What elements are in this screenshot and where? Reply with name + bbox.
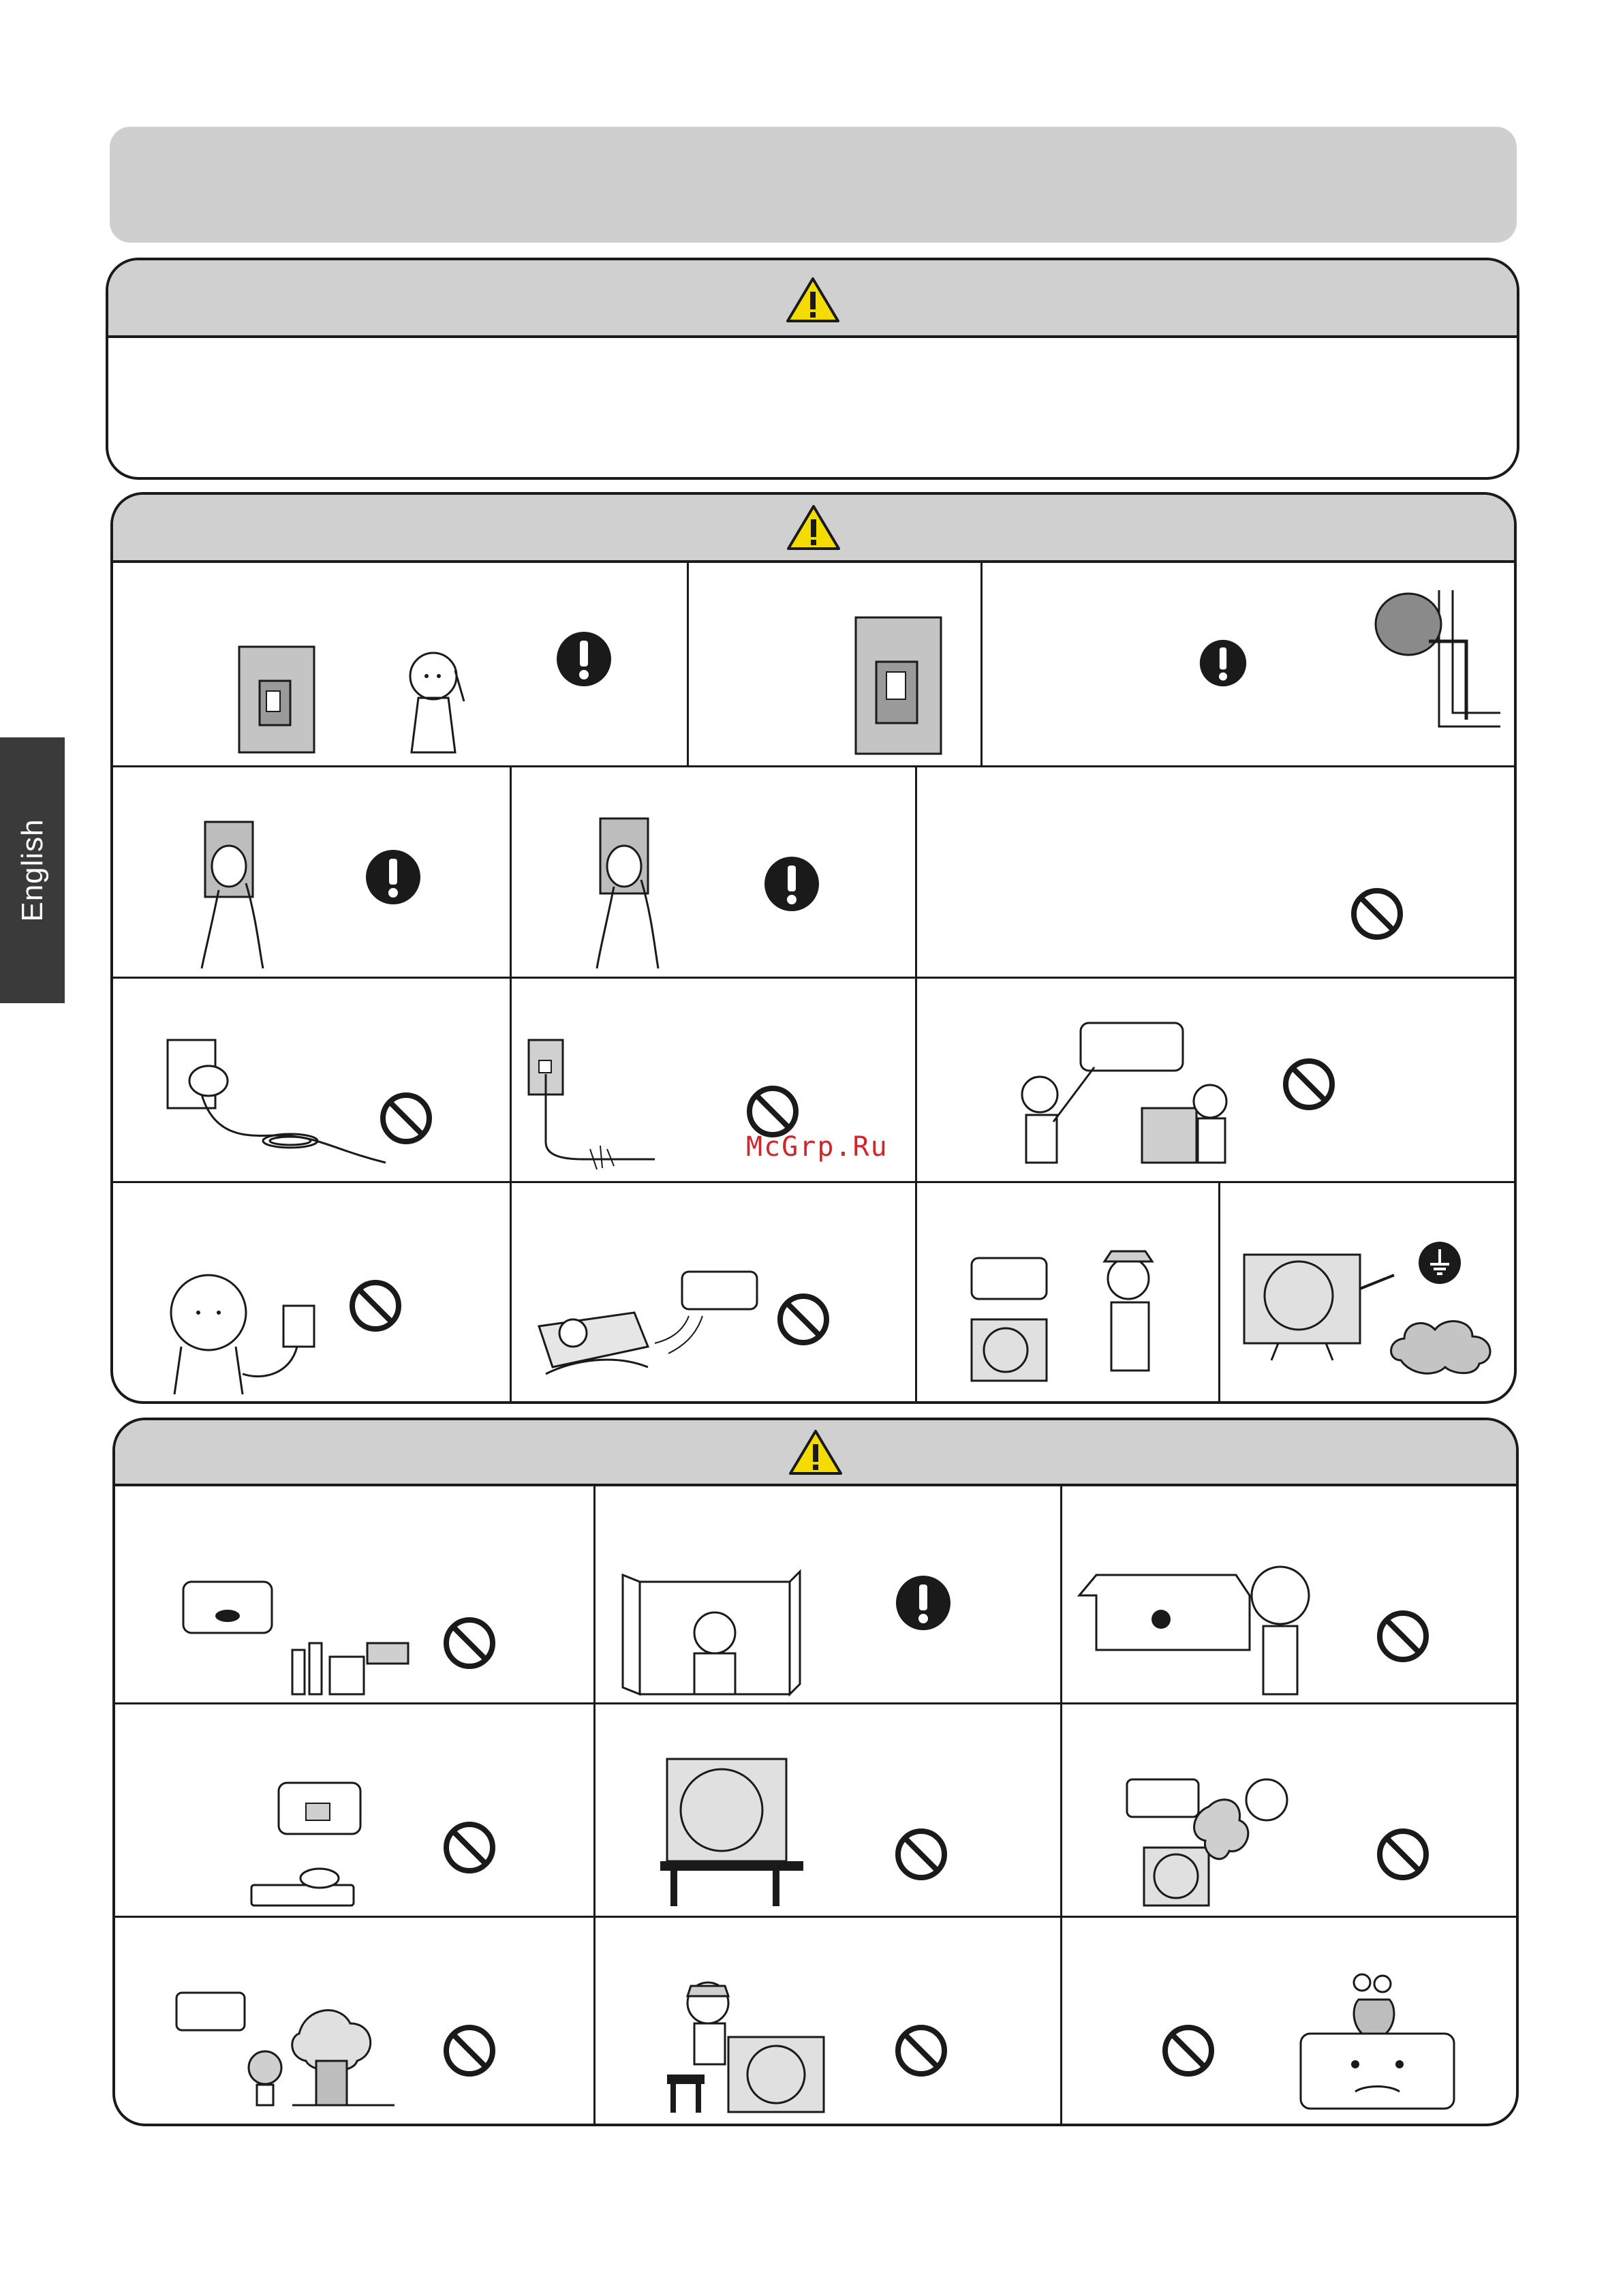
plug-hand-illustration <box>587 812 675 972</box>
warning-cell-breaker <box>113 563 689 767</box>
prohibition-circle-icon <box>442 1820 497 1875</box>
prohibition-circle-icon <box>348 1279 403 1333</box>
children-poking-unit-illustration <box>1019 1020 1251 1176</box>
earth-ground-icon <box>1418 1241 1462 1285</box>
prohibition-circle-icon <box>1282 1057 1336 1112</box>
notice-panel-header <box>108 260 1517 338</box>
prohibition-circle-icon <box>1161 2023 1216 2078</box>
warning-cell-plug-insert <box>113 767 512 979</box>
exclamation-circle-icon <box>895 1575 951 1631</box>
warning-cell-bundled-cord <box>113 979 512 1183</box>
exclamation-circle-icon <box>365 849 421 905</box>
baby-cradle-airflow-illustration <box>532 1258 764 1381</box>
caution-cell-no-insert <box>1062 1486 1519 1704</box>
warning-cell-wet-hands <box>113 1183 512 1404</box>
prohibition-circle-icon <box>1376 1827 1430 1882</box>
warning-cell-plug-remove <box>512 767 917 979</box>
prohibition-circle-icon <box>1376 1609 1430 1664</box>
prohibition-circle-icon <box>745 1084 800 1139</box>
warning-cell-prohibited-1 <box>917 767 1517 979</box>
caution-panel-header <box>115 1420 1516 1486</box>
exclamation-circle-icon <box>1199 639 1247 687</box>
warning-cell-children-sticks <box>917 979 1517 1183</box>
language-label: English <box>15 818 49 922</box>
notice-panel <box>106 258 1519 480</box>
girl-phone-illustration <box>399 650 474 759</box>
outdoor-unit-ground-illustration <box>1237 1248 1401 1364</box>
bundled-cord-illustration <box>161 1033 392 1169</box>
child-climbing-unit-illustration <box>653 1972 831 2115</box>
exclamation-circle-icon <box>556 631 612 687</box>
caution-panel <box>112 1418 1519 2126</box>
unit-trees-illustration <box>170 1986 395 2109</box>
warning-panel-header <box>113 495 1514 563</box>
caution-cell-heater <box>115 1704 596 1918</box>
prohibition-circle-icon <box>894 1827 948 1882</box>
vase-on-unit-illustration <box>1297 1969 1457 2119</box>
units-plant-girl-illustration <box>1120 1773 1297 1909</box>
watermark-text: McGrp.Ru <box>746 1131 888 1163</box>
caution-cell-mount-stand <box>596 1704 1062 1918</box>
damaged-cord-illustration <box>522 1033 658 1169</box>
caution-cell-no-climbing <box>596 1918 1062 2126</box>
warning-triangle-icon <box>786 277 840 323</box>
caution-cell-animals-plants <box>115 1918 596 2126</box>
circuit-breaker-illustration <box>852 614 944 757</box>
outdoor-unit-stand-illustration <box>657 1752 807 1909</box>
warning-cell-breaker-2 <box>689 563 983 767</box>
prohibition-circle-icon <box>776 1292 831 1347</box>
open-window-illustration <box>619 1568 803 1698</box>
prohibition-circle-icon <box>379 1091 433 1146</box>
prohibition-circle-icon <box>894 2023 948 2078</box>
warning-triangle-icon <box>786 504 841 551</box>
warning-cell-no-self-repair <box>917 1183 1220 1404</box>
circuit-breaker-illustration <box>236 643 318 756</box>
plug-hand-illustration <box>191 815 280 972</box>
prohibition-circle-icon <box>442 2023 497 2078</box>
warning-panel <box>110 492 1517 1404</box>
indoor-unit-girl-illustration <box>1076 1555 1321 1698</box>
prohibition-circle-icon <box>442 1616 497 1670</box>
cloud-shape <box>1384 1313 1500 1377</box>
language-side-tab <box>0 737 65 1003</box>
prohibition-circle-icon <box>1350 887 1404 941</box>
indoor-unit-food-illustration <box>176 1568 422 1698</box>
warning-cell-earth-ground <box>1220 1183 1517 1404</box>
unit-gas-stove-illustration <box>245 1769 388 1912</box>
caution-cell-no-objects-on-top <box>1062 1918 1519 2126</box>
page-header-bar <box>110 127 1517 243</box>
caution-cell-food-storage <box>115 1486 596 1704</box>
warning-triangle-icon <box>788 1429 843 1475</box>
girl-wet-hands-illustration <box>161 1265 324 1394</box>
warning-cell-pipe-hole <box>983 563 1517 767</box>
caution-cell-plants <box>1062 1704 1519 1918</box>
wall-pipe-illustration <box>1364 583 1500 740</box>
worker-unit-illustration <box>965 1244 1196 1394</box>
warning-cell-baby-draft <box>512 1183 917 1404</box>
caution-cell-ventilate <box>596 1486 1062 1704</box>
exclamation-circle-icon <box>764 856 820 912</box>
